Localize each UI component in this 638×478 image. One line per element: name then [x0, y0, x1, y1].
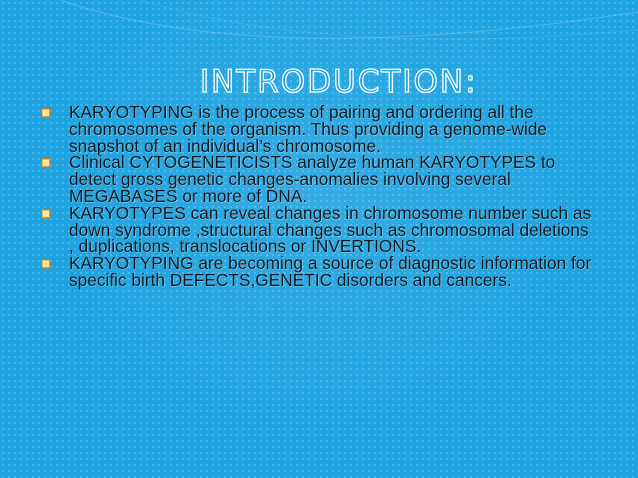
bullet-text: Clinical CYTOGENETICISTS analyze human KARYOTYPES to detect gross genetic changes-anomalies involving several MEGABASES or more of DNA.	[69, 152, 556, 206]
bullet-item	[0, 255, 638, 289]
slide-title: INTRODUCTION:	[200, 64, 478, 100]
checkbox-square-icon	[41, 209, 51, 219]
bullet-text: KARYOTYPING are becoming a source of diagnostic information for specific birth DEFECTS,GENETIC disorders and cancers.	[69, 253, 592, 290]
bullet-text: KARYOTYPING is the process of pairing and ordering all the chromosomes of the organism. Thus providing a genome-wide snapshot of an individual’s chromosome.	[69, 102, 548, 156]
checkbox-square-icon	[41, 108, 51, 118]
bullet-item	[0, 202, 638, 257]
bullet-item	[0, 104, 638, 154]
bullet-item	[0, 154, 638, 204]
bullet-list	[0, 104, 638, 289]
bullet-text: KARYOTYPES can reveal changes in chromosome number such as down syndrome ,structural changes such as chromosomal deletions , duplications, translocations or INVERTIONS.	[69, 202, 592, 257]
checkbox-square-icon	[41, 259, 51, 269]
checkbox-square-icon	[41, 158, 51, 168]
